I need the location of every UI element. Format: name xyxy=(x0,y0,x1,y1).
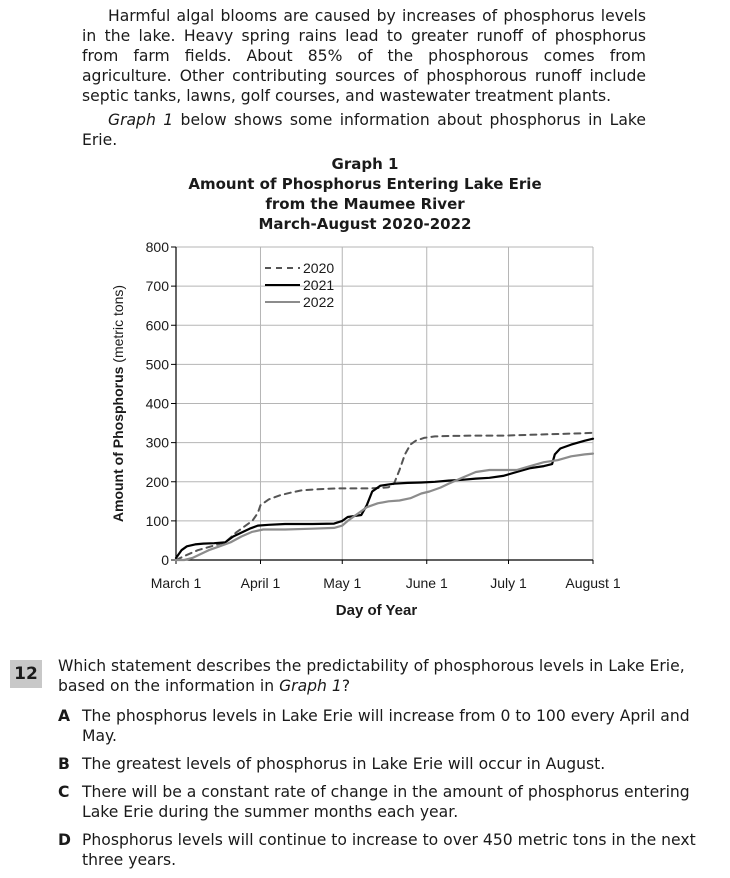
y-tick-label: 100 xyxy=(145,512,169,529)
y-tick-label: 600 xyxy=(145,317,169,334)
choice-b[interactable] xyxy=(58,754,698,774)
x-axis-label: Day of Year xyxy=(335,602,418,619)
question-stem-graph-ref: Graph 1 xyxy=(279,677,342,695)
passage-paragraph-2-text: below shows some information about phosphorus in Lake Erie. xyxy=(82,111,646,149)
graph-title-line-1: Amount of Phosphorus Entering Lake Erie xyxy=(188,175,542,193)
y-axis-label-unit: (metric tons) xyxy=(110,284,126,363)
y-tick-label: 300 xyxy=(145,434,169,451)
graph-title-line-3: March-August 2020-2022 xyxy=(258,215,472,233)
graph-reference: Graph 1 xyxy=(108,111,174,129)
choice-a[interactable] xyxy=(58,706,698,746)
y-tick-label: 700 xyxy=(145,278,169,295)
x-tick-label: April 1 xyxy=(240,575,281,591)
legend-label-2021: 2021 xyxy=(303,277,335,293)
choice-letter: A xyxy=(58,707,71,725)
choice-text: Phosphorus levels will continue to increase to over 450 metric tons in the next three years. xyxy=(82,831,696,869)
choice-c[interactable] xyxy=(58,782,698,822)
x-tick-label: March 1 xyxy=(150,575,202,591)
passage-paragraph-1: Harmful algal blooms are caused by increases of phosphorus levels in the lake. Heavy spring rains lead to greater runoff of phosphorus from farm fields. About 85% of the phosphorous comes from agriculture. Other contributing sources of phosphorous runoff include septic tanks, lawns, golf courses, and wastewater treatment plants. xyxy=(82,7,646,105)
series-line-2021 xyxy=(176,439,593,558)
legend-label-2022: 2022 xyxy=(303,294,335,310)
y-tick-label: 200 xyxy=(145,473,169,490)
question-stem-text: Which statement describes the predictability of phosphorous levels in Lake Erie, based on the information in xyxy=(58,657,685,695)
y-tick-label: 500 xyxy=(145,356,169,373)
question-stem-end: ? xyxy=(341,677,351,695)
x-tick-label: July 1 xyxy=(490,575,527,591)
x-tick-label: May 1 xyxy=(323,575,362,591)
choice-d[interactable] xyxy=(58,830,698,870)
graph-title-line-2: from the Maumee River xyxy=(265,195,465,213)
x-tick-label: August 1 xyxy=(565,575,621,591)
series-line-2020 xyxy=(176,433,593,560)
choice-text: The phosphorus levels in Lake Erie will increase from 0 to 100 every April and May. xyxy=(82,707,690,745)
y-axis-label xyxy=(110,285,126,522)
y-axis-label-bold: Amount of Phosphorus xyxy=(110,362,126,523)
y-tick-label: 800 xyxy=(145,239,169,255)
question-number: 12 xyxy=(10,660,42,688)
choice-letter: D xyxy=(58,831,71,849)
question-stem xyxy=(58,656,698,696)
series-line-2022 xyxy=(176,454,593,560)
choice-letter: C xyxy=(58,783,70,801)
x-tick-label: June 1 xyxy=(405,575,448,591)
y-tick-label: 400 xyxy=(145,395,169,412)
choice-text: The greatest levels of phosphorus in Lake Erie will occur in August. xyxy=(82,755,606,773)
choice-text: There will be a constant rate of change in the amount of phosphorus entering Lake Erie during the summer months each year. xyxy=(82,783,690,821)
choice-letter: B xyxy=(58,755,70,773)
y-tick-label: 0 xyxy=(161,552,169,568)
legend-label-2020: 2020 xyxy=(303,260,335,276)
graph-label: Graph 1 xyxy=(331,155,399,173)
